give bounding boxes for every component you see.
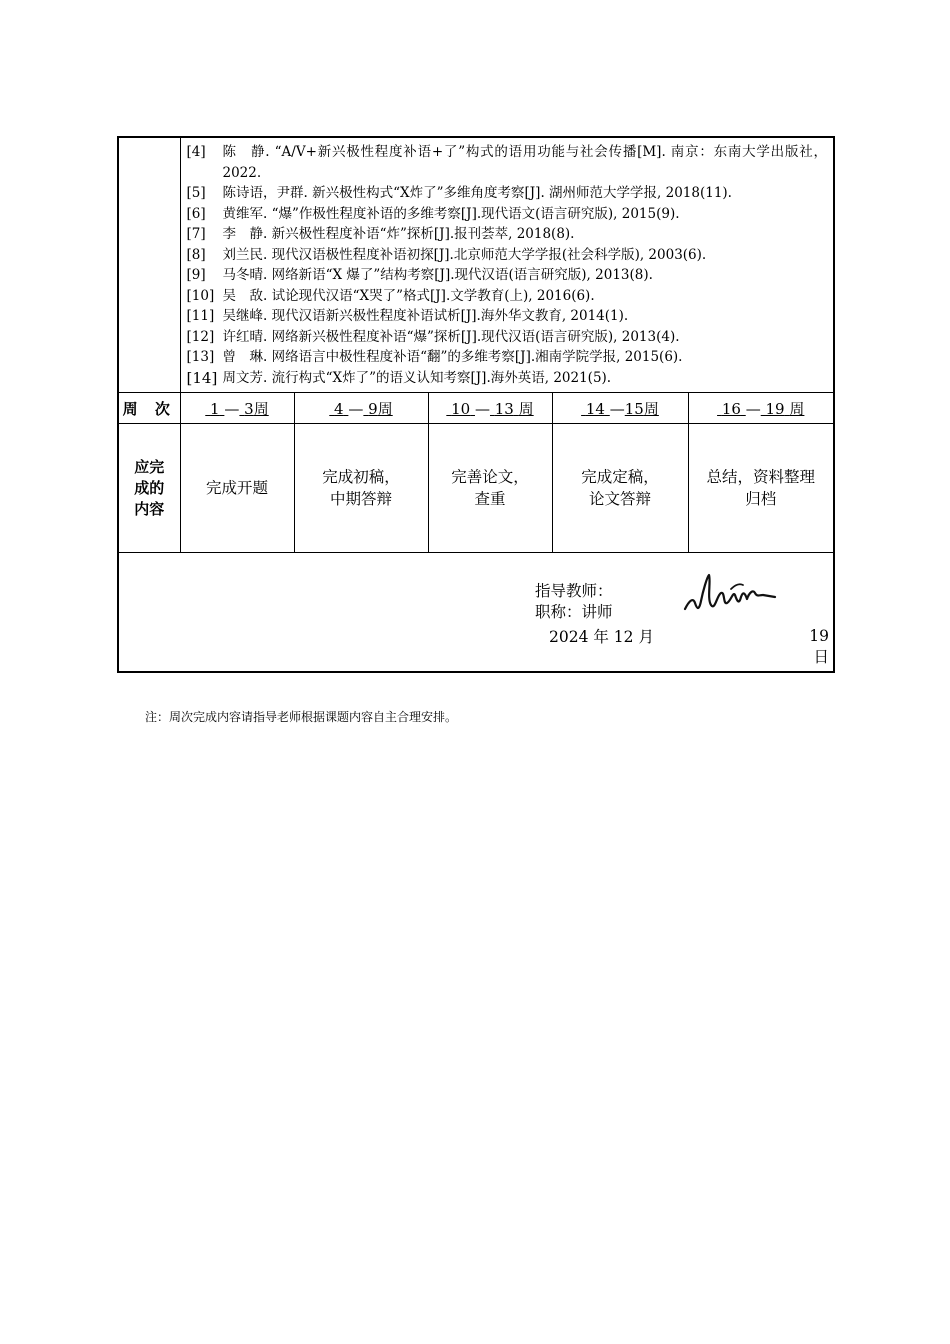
- signature-cell: [118, 553, 834, 673]
- reference-text: 陈诗语，尹群. 新兴极性构式“X炸了”多维角度考察[J]. 湖州师范大学学报, 2018(11).: [222, 185, 732, 201]
- reference-text: 许红晴. 网络新兴极性程度补语“爆”探析[J].现代汉语(语言研究版), 2013(4).: [222, 328, 680, 345]
- week-from: 16: [721, 399, 741, 418]
- task-content: 完成定稿， 论文答辩: [552, 424, 688, 553]
- week-from: 10: [451, 399, 471, 418]
- week-separator: —: [224, 399, 240, 418]
- task-content: 总结，资料整理 归档: [688, 424, 834, 553]
- week-to: 13 周: [494, 399, 534, 418]
- task-content: 完成初稿， 中期答辩: [294, 424, 428, 553]
- reference-item: [187, 306, 828, 327]
- reference-text: 陈 静. “A/V+新兴极性程度补语+了”构式的语用功能与社会传播[M]. 南京：东南大学出版社，2022.: [222, 144, 827, 181]
- references-cell: [180, 137, 834, 393]
- reference-item: [187, 327, 828, 348]
- reference-item: [187, 347, 828, 368]
- reference-item: [187, 204, 828, 225]
- content-row: [118, 424, 834, 553]
- week-range: [688, 393, 834, 424]
- reference-number: [7]: [186, 226, 206, 242]
- week-range: [294, 393, 428, 424]
- reference-text: 吴 敌. 试论现代汉语“X哭了”格式[J].文学教育(上), 2016(6).: [222, 287, 595, 304]
- reference-number: [8]: [186, 246, 206, 263]
- reference-number: [6]: [186, 205, 206, 222]
- reference-number: [14]: [186, 368, 218, 387]
- reference-item: [187, 224, 828, 245]
- advisor-label: 指导教师：: [535, 582, 613, 600]
- reference-item: [187, 142, 828, 183]
- week-to: 9周: [368, 399, 393, 418]
- week-range: [428, 393, 552, 424]
- week-separator: —: [609, 399, 625, 418]
- reference-item: [187, 286, 828, 307]
- reference-item: [187, 265, 828, 286]
- reference-text: 曾 琳. 网络语言中极性程度补语“翻”的多维考察[J].湘南学院学报, 2015(6).: [222, 349, 683, 365]
- sign-date: 2024 年 12 月: [549, 628, 654, 646]
- advisor-info: [535, 581, 613, 623]
- reference-item: [187, 245, 828, 266]
- week-to: 19 周: [765, 399, 805, 418]
- week-from: 14: [585, 399, 605, 418]
- week-to: 15周: [624, 399, 659, 418]
- task-content: 完善论文， 查重: [428, 424, 552, 553]
- footnote: 注：周次完成内容请指导老师根据课题内容自主合理安排。: [145, 710, 458, 724]
- week-from: 4: [334, 399, 344, 418]
- signature-row: [118, 553, 834, 673]
- task-table: [117, 136, 835, 673]
- week-separator: —: [474, 399, 490, 418]
- week-label: 周 次: [118, 393, 180, 424]
- reference-number: [13]: [186, 349, 215, 365]
- reference-number: [9]: [186, 267, 206, 283]
- content-label: 应完成的内容: [118, 424, 180, 553]
- week-separator: —: [348, 399, 364, 418]
- task-content: 完成开题: [180, 424, 294, 553]
- references-label-cell: [118, 137, 180, 393]
- reference-text: 刘兰民. 现代汉语极性程度补语初探[J].北京师范大学学报(社会科学版), 2003(6).: [222, 246, 707, 263]
- week-to: 3周: [244, 399, 269, 418]
- references-row: [118, 137, 834, 393]
- handwritten-signature: [681, 571, 781, 619]
- reference-item: [187, 183, 828, 204]
- reference-number: [11]: [186, 308, 215, 324]
- week-range: [180, 393, 294, 424]
- reference-text: 马冬晴. 网络新语“X 爆了”结构考察[J].现代汉语(语言研究版), 2013(8).: [222, 267, 653, 283]
- reference-number: [4]: [186, 144, 206, 160]
- advisor-title: 职称：讲师: [535, 603, 613, 621]
- week-from: 1: [210, 399, 220, 418]
- reference-number: [10]: [186, 287, 215, 304]
- sign-day: 19 日: [809, 627, 829, 666]
- week-separator: —: [745, 399, 761, 418]
- reference-number: [12]: [186, 328, 215, 345]
- reference-text: 周文芳. 流行构式“X炸了”的语义认知考察[J].海外英语, 2021(5).: [222, 369, 612, 386]
- week-row: [118, 393, 834, 424]
- reference-number: [5]: [186, 185, 206, 201]
- reference-text: 吴继峰. 现代汉语新兴极性程度补语试析[J].海外华文教育, 2014(1).: [222, 308, 629, 324]
- week-range: [552, 393, 688, 424]
- reference-text: 黄维军. “爆”作极性程度补语的多维考察[J].现代语文(语言研究版), 2015(9).: [222, 205, 680, 222]
- reference-item: [187, 368, 828, 389]
- reference-text: 李 静. 新兴极性程度补语“炸”探析[J].报刊荟萃, 2018(8).: [222, 226, 575, 242]
